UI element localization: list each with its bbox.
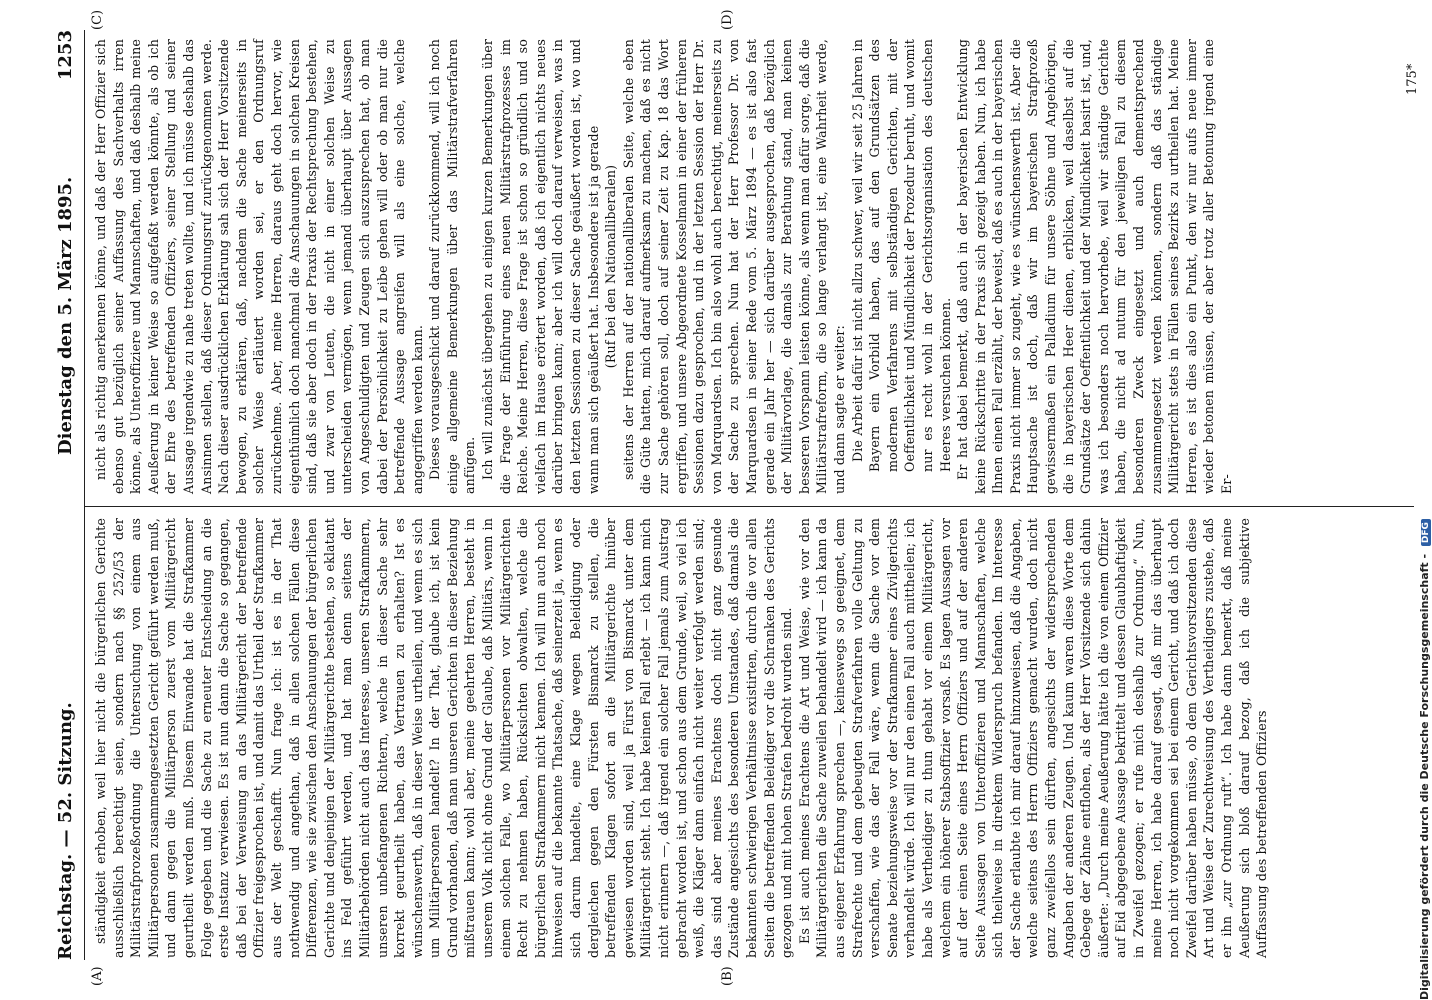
dfg-credit <box>1418 519 1431 1000</box>
right-paragraph-5: Er hat dabei bemerkt, daß auch in der bayerischen Entwicklung keine Rückschritte in der Praxis sich gezeigt haben. Nun, ich habe Ihnen einen Fall erzählt, der beweist, daß es auch in der bayerischen Praxis nicht immer so zugeht, wie es wünschenswerth ist. Aber die Hauptsache ist doch, daß wir im bayerischen Strafprozeß gewissermaßen ein Palladium für unsere Söhne und Angehörigen, die in bayerischen Heer dienen, erblicken, weil daselbst auf die Grundsätze der Oeffentlichkeit und der Mündlichkeit basirt ist, und, was ich besonders noch hervorhebe, weil wir ständige Gerichte haben, die nicht ad nutum für den jeweiligen Fall zu diesem besonderen Zweck eingesetzt und auch dementsprechend zusammengesetzt werden können, sondern daß das ständige Militärgericht stets in Fällen seines Bezirks zu urtheilen hat. Meine Herren, es ist dies also ein Punkt, den wir nur aufs neue immer wieder betonen müssen, der aber trotz aller Betonung irgend eine Er- <box>955 39 1234 494</box>
block-quote: Die Arbeit dafür ist nicht allzu schwer, weil wir seit 25 Jahren in Bayern ein Vorbild haben, das auf den Grundsätzen des modernen Verfahrens mit selbständigen Gerichten, mit der Oeffentlichkeit und Mündlichkeit der Prozedur beruht, und womit nur es recht wohl in der Gerichtsorganisation des deutschen Heeres versuchen können. <box>849 39 953 472</box>
marker-C: (C) <box>90 9 105 30</box>
interjection: (Ruf bei den Nationalliberalen) <box>603 164 619 369</box>
right-paragraph-4: seitens der Herren auf der nationalliberalen Seite, welche eben die Güte hatten, mich darauf aufmerksam zu machen, daß es nicht zur Sache gehören soll, doch auf seiner Zeit zu Kap. 18 das Wort ergriffen, und unsere Abgeordnete Kosselmann in einer der früheren Sessionen dazu gesprochen, und in der letzten Session der Herr Dr. von Marquardsen. Ich bin also wohl auch berechtigt, meinerseits zu der Sache zu sprechen. Nun hat der Herr Professor Dr. von Marquardsen in seiner Rede vom 5. März 1894 — es ist also fast gerade ein Jahr her — sich darüber ausgesprochen, daß bezüglich der Militärvorlage, die damals zur Berathung stand, man keinen besseren Vorspann leisten könne, als wenn man dafür sorge, daß die Militärstrafreform, die so lange verlangt ist, eine Wahrheit werde, und dann sagte er weiter: <box>620 39 847 494</box>
header-rule <box>84 30 85 960</box>
page-number: 1253 <box>55 30 76 81</box>
page-header <box>55 30 81 960</box>
right-column <box>92 39 1236 494</box>
dfg-logo: DFG <box>1421 519 1431 546</box>
marker-D: (D) <box>720 9 735 30</box>
marker-B: (B) <box>720 966 735 986</box>
right-paragraph-3: Ich will zunächst übergehen zu einigen kurzen Bemerkungen über die Frage der Einführung eines neuen Militärstrafprozesses im Reiche. Meine Herren, diese Frage ist schon so gründlich und so vielfach im Hause erörtert worden, daß ich eigentlich nichts neues darüber bringen kann; aber ich will doch darauf verweisen, was in den letzten Sessionen zu dieser Sache geäußert worden ist, wo und wann man sich geäußert hat. Insbesondere ist ja gerade <box>480 39 601 494</box>
header-left-title: Reichstag. — 52. Sitzung. <box>55 702 76 960</box>
sheet-signature: 175* <box>1405 63 1420 95</box>
left-column <box>92 518 1271 958</box>
credit-text: Digitalisierung gefördert durch die Deutsche Forschungsgemeinschaft - <box>1418 553 1431 1000</box>
column-divider <box>84 506 1414 507</box>
right-paragraph-2: Dieses vorausgeschickt und darauf zurückkommend, will ich noch einige allgemeine Bemerkungen über das Militärstrafverfahren anfügen. <box>427 39 478 494</box>
header-right-title: Dienstag den 5. März 1895. <box>55 176 76 455</box>
left-paragraph-2: Es ist auch meines Erachtens die Art und Weise, wie vor den Militärgerichten die Sache zuweilen behandelt wird — ich kann da aus eigener Erfahrung sprechen —, keineswegs so geeignet, dem Strafrechte und dem gebeugten Strafverfahren volle Geltung zu verschaffen, wie das der Fall wäre, wenn die Sache vor dem Senate beziehungsweise vor der Strafkammer eines Zivilgerichts verhandelt würde. Ich will nur den einen Fall auch mittheilen; ich habe als Vertheidiger zu thun gehabt vor einem Militärgericht, welchem ein höherer Stabsoffizier vorsaß. Es lagen Aussagen vor auf der einen Seite eines Herrn Offiziers und auf der anderen Seite Aussagen von Unteroffizieren und Mannschaften, welche sich theilweise in direktem Widerspruch befanden. Im Interesse der Sache erlaubte ich mir darauf hinzuweisen, daß die Angaben, welche seitens des Herrn Offiziers gemacht wurden, doch nicht ganz zweifellos sein dürften, angesichts der widersprechenden Angaben der anderen Zeugen. Und kaum waren diese Worte dem Gebege der Zähne entflohen, als der Herr Vorsitzende sich dahin äußerte: „Durch meine Aeußerung hätte ich die von einem Offizier auf Eid abgegebene Aussage bekrittelt und dessen Glaubhaftigkeit in Zweifel gezogen; er rufe mich deshalb zur Ordnung.“ Nun, meine Herren, ich habe darauf gesagt, daß mir das überhaupt noch nicht vorgekommen sei bei einem Gericht, und daß ich doch Zweifel darüber haben müsse, ob dem Gerichtsvorsitzenden diese Art und Weise der Zurechtweisung des Vertheidigers zustehe, daß er ihn „zur Ordnung ruft“. Ich habe dann bemerkt, daß meine Aeußerung sich bloß darauf bezog, daß ich die subjektive Auffassung des betreffenden Offiziers <box>796 518 1270 958</box>
marker-A: (A) <box>90 966 105 986</box>
left-paragraph-1: ständigkeit erhoben, weil hier nicht die bürgerlichen Gerichte ausschließlich berechtigt seien, sondern nach §§ 252/53 der Militärstrafprozeßordnung die Untersuchung von einem aus Militärpersonen zusammengesetzten Gericht geführt werden muß, und dann gegen die Militärperson zuerst vom Militärgericht geurtheilt werden muß. Diesem Einwande hat die Strafkammer Folge gegeben und die Sache zu erneuter Entscheidung an die erste Instanz verwiesen. Es ist nun dann die Sache so gegangen, daß bei der Verweisung an das Militärgericht der betreffende Offizier freigesprochen ist, und damit das Urtheil der Strafkammer aus der Welt geschafft. Nun frage ich: ist es in der That nothwendig und angethan, daß in allen solchen Fällen diese Differenzen, wie sie zwischen den Anschauungen der bürgerlichen Gerichte und denjenigen der Militärgerichte bestehen, so eklatant ins Feld geführt werden, und hat man denn seitens der Militärbehörden nicht auch das Interesse, unseren Strafkammern, unseren unbefangenen Richtern, welche in dieser Sache sehr korrekt geurtheilt haben, das Vertrauen zu erhalten? Ist es wünschenswerth, daß in dieser Weise urtheilen, und wenn es sich um Militärpersonen handelt? In der That, glaube ich, ist kein Grund vorhanden, daß man unseren Gerichten in dieser Beziehung mißtrauen kann; wohl aber, meine geehrten Herren, besteht in unserem Volk nicht ohne Grund der Glaube, daß Militärs, wenn in einem solchen Falle, wo Militärpersonen vor Militärgerichten Recht zu nehmen haben, Rücksichten obwalten, welche die bürgerlichen Strafkammern nicht kennen. Ich will nun auch noch hinweisen auf die bekannte Thatsache, daß seinerzeit ja, wenn es sich darum handelte, eine Klage wegen Beleidigung oder dergleichen gegen den Fürsten Bismarck zu stellen, die betreffenden Klagen sofort an die Militärgerichte hinüber gewiesen worden sind, weil ja Fürst von Bismarck unter dem Militärgericht steht. Ich habe keinen Fall erlebt — ich kann mich nicht erinnern —, daß irgend ein solcher Fall jemals zum Austrag gebracht worden ist, und schon aus dem Grunde, weil, so viel ich weiß, die Kläger dann einfach nicht weiter verfolgt werden sind; das sind aber meines Erachtens doch nicht ganz gesunde Zustände angesichts des besonderen Umstandes, daß damals die bekannten schwierigen Verhältnisse existirten, durch die vor allen Seiten die betreffenden Beleidiger vor die Schranken des Gerichts gezogen und mit hohen Strafen bedroht wurden sind. <box>93 518 795 958</box>
right-paragraph-1: nicht als richtig anerkennen könne, und daß der Herr Offizier sich ebenso gut bezüglich seiner Auffassung des Sachverhalts irren könne, als Unteroffiziere und Mannschaften, und daß deshalb meine Aeußerung in keiner Weise so aufgefaßt werden könnte, als ob ich der Ehre des betreffenden Offiziers, seiner Stellung und seiner Aussage irgendwie zu nahe treten wollte, und ich müsse deshalb das Ansinnen stellen, daß dieser Ordnungsruf zurückgenommen werde. Nach dieser ausdrücklichen Erklärung sah sich der Herr Vorsitzende bewogen, zu erklären, daß, nachdem die Sache meinerseits in solcher Weise erläutert worden sei, er den Ordnungsruf zurücknehme. Aber, meine Herren, daraus geht doch hervor, wie eigenthümlich doch manchmal die Anschauungen in solchen Kreisen sind, daß sie aber doch in der Praxis der Rechtsprechung bestehen, und zwar von Leuten, die nicht in einer solchen Weise zu unterscheiden vermögen, wenn jemand überhaupt über Aussagen von Angeschuldigten und Zeugen sich auszusprechen hat, ob man dabei der Persönlichkeit zu Leibe gehen will oder ob man nur die betreffende Aussage angreifen will als eine solche, welche angegriffen werden kann. <box>93 39 425 494</box>
